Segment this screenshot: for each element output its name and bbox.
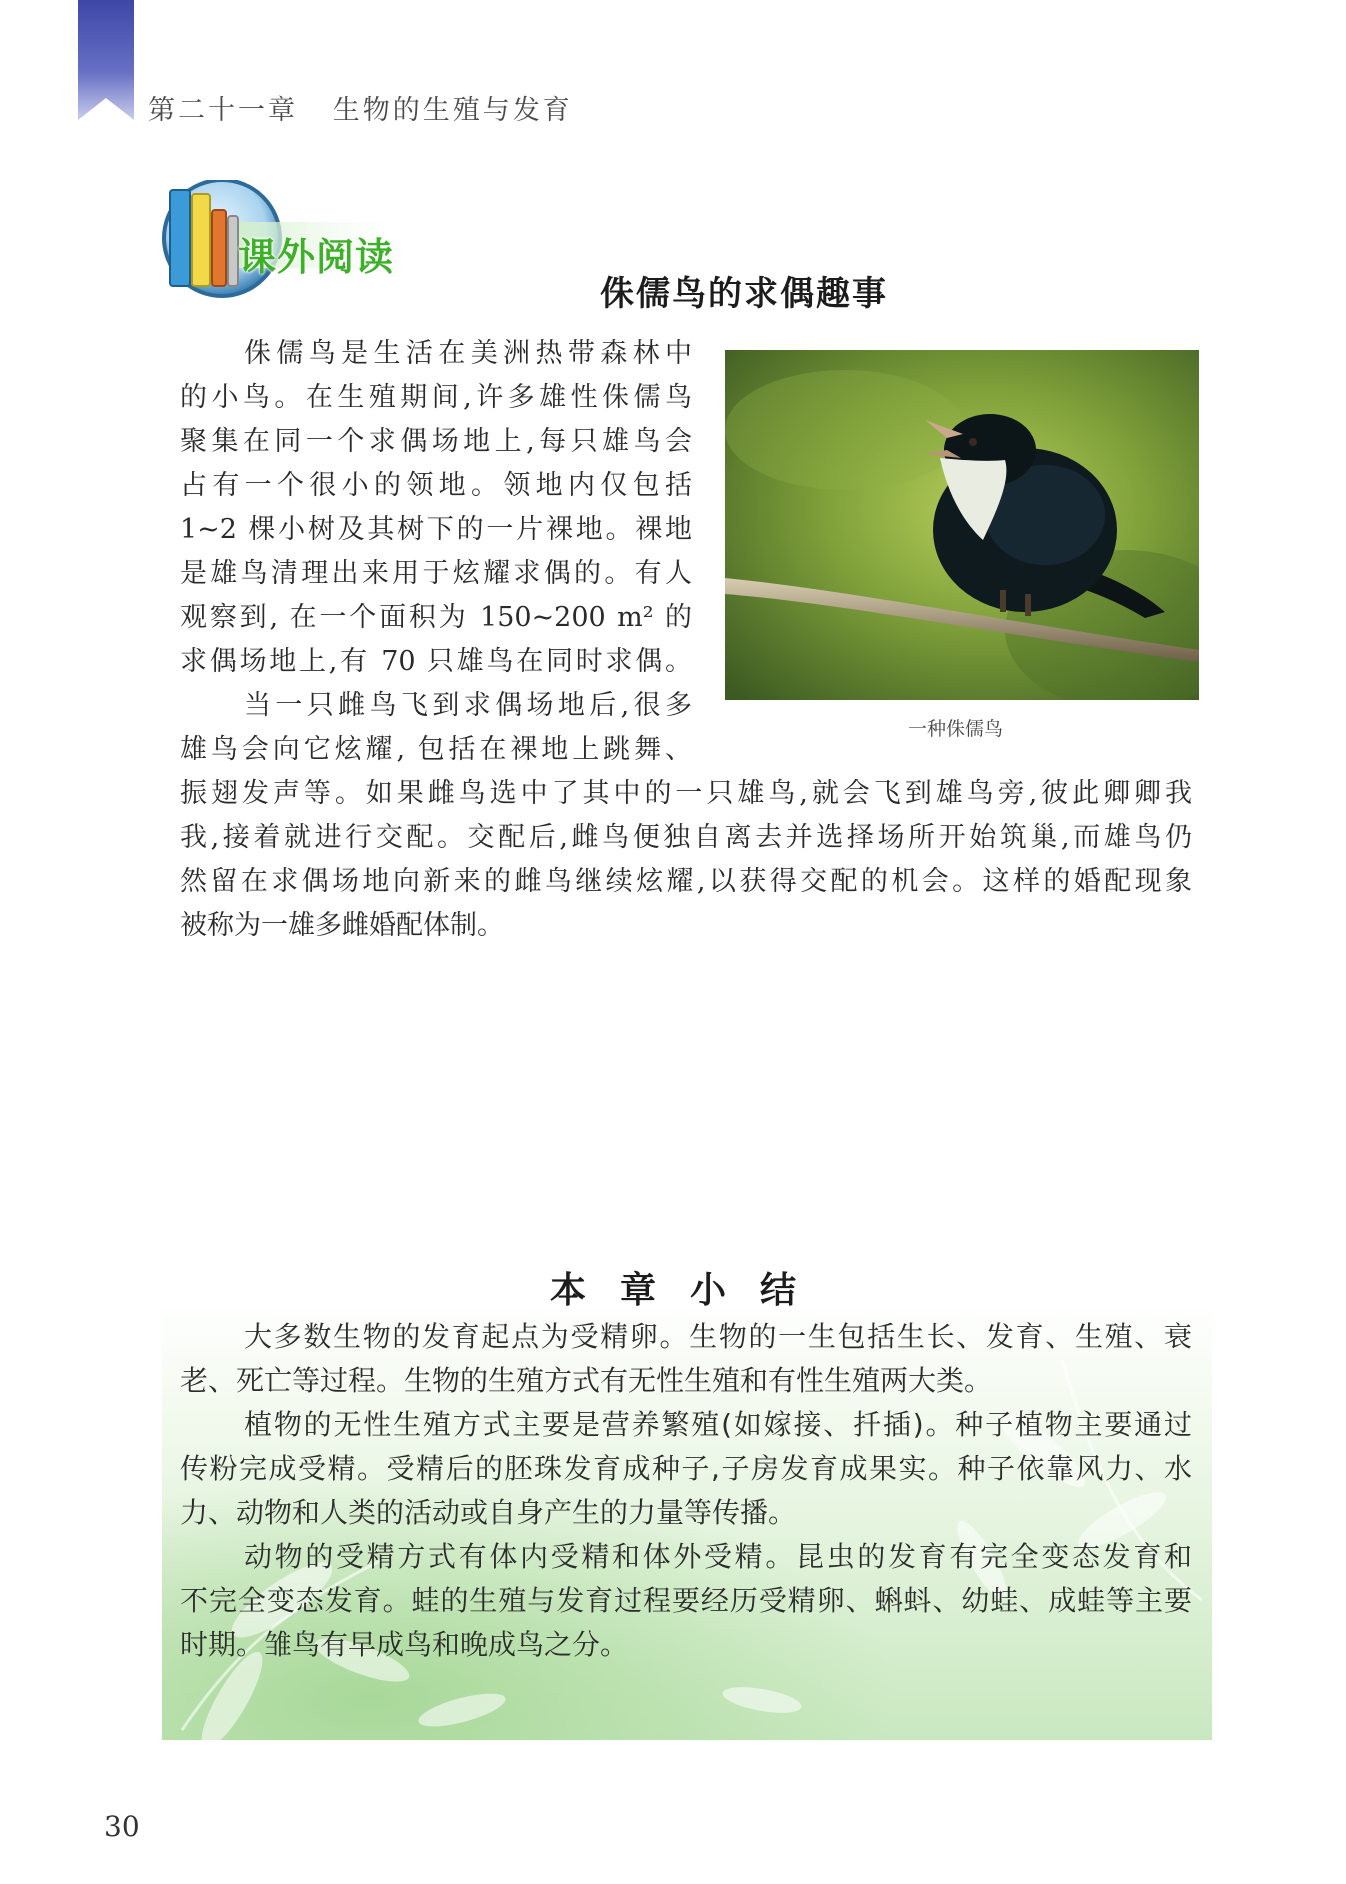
text-line: 侏儒鸟是生活在美洲热带森林中 xyxy=(244,338,692,369)
extracurricular-reading-badge: 课外阅读 xyxy=(238,235,395,279)
article-title: 侏儒鸟的求偶趣事 xyxy=(600,274,888,314)
text-line: 求偶场地上,有 70 只雄鸟在同时求偶。 xyxy=(180,646,692,677)
chapter-title: 第二十一章 生物的生殖与发育 xyxy=(148,95,573,126)
text-line: 植物的无性生殖方式主要是营养繁殖(如嫁接、扦插)。种子植物主要通过 xyxy=(244,1408,1192,1441)
page-number: 30 xyxy=(104,1810,140,1843)
text-line: 是雄鸟清理出来用于炫耀求偶的。有人 xyxy=(180,558,692,589)
photo-caption: 一种侏儒鸟 xyxy=(908,718,1004,740)
manakin-bird-photo xyxy=(725,350,1199,700)
text-line: 被称为一雄多雌婚配体制。 xyxy=(180,910,504,941)
summary-title: 本章小结 xyxy=(549,1269,830,1311)
text-line: 雄鸟会向它炫耀, 包括在裸地上跳舞、 xyxy=(180,734,692,765)
text-line: 观察到, 在一个面积为 150~200 m² 的 xyxy=(180,602,692,633)
text-line: 我,接着就进行交配。交配后,雌鸟便独自离去并选择场所开始筑巢,而雄鸟仍 xyxy=(180,822,1192,853)
text-line: 不完全变态发育。蛙的生殖与发育过程要经历受精卵、蝌蚪、幼蛙、成蛙等主要 xyxy=(180,1584,1192,1617)
text-line: 然留在求偶场地向新来的雌鸟继续炫耀,以获得交配的机会。这样的婚配现象 xyxy=(180,866,1192,897)
text-line: 当一只雌鸟飞到求偶场地后,很多 xyxy=(244,690,692,721)
text-line: 动物的受精方式有体内受精和体外受精。昆虫的发育有完全变态发育和 xyxy=(244,1540,1192,1573)
text-line: 老、死亡等过程。生物的生殖方式有无性生殖和有性生殖两大类。 xyxy=(180,1364,993,1397)
text-line: 占有一个很小的领地。领地内仅包括 xyxy=(180,470,692,501)
text-line: 大多数生物的发育起点为受精卵。生物的一生包括生长、发育、生殖、衰 xyxy=(244,1320,1192,1353)
text-line: 力、动物和人类的活动或自身产生的力量等传播。 xyxy=(180,1496,797,1529)
text-line: 的小鸟。在生殖期间,许多雄性侏儒鸟 xyxy=(180,382,692,413)
text-line: 聚集在同一个求偶场地上,每只雄鸟会 xyxy=(180,426,692,457)
text-line: 振翅发声等。如果雌鸟选中了其中的一只雄鸟,就会飞到雄鸟旁,彼此卿卿我 xyxy=(180,778,1192,809)
text-line: 1~2 棵小树及其树下的一片裸地。裸地 xyxy=(180,514,692,545)
text-line: 传粉完成受精。受精后的胚珠发育成种子,子房发育成果实。种子依靠风力、水 xyxy=(180,1452,1192,1485)
text-line: 时期。雏鸟有早成鸟和晚成鸟之分。 xyxy=(180,1628,629,1661)
bookmark-ribbon-icon xyxy=(78,0,134,120)
